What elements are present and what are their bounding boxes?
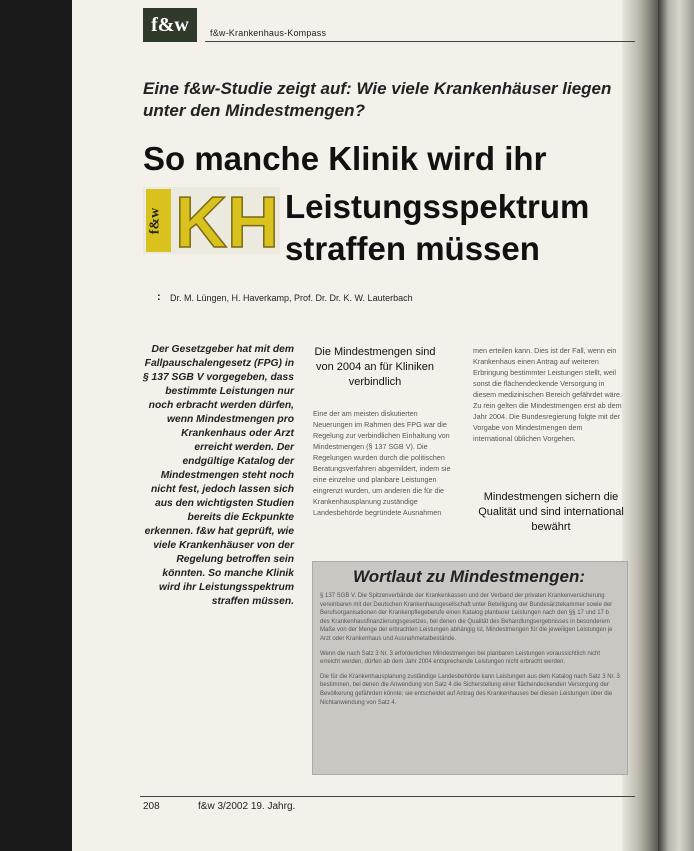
page-number: 208: [143, 801, 160, 812]
footer-rule: [140, 796, 635, 797]
article-intro: Der Gesetzgeber hat mit dem Fallpauschalengesetz (FPG) in § 137 SGB V vorgegeben, dass bestimmte Leistungen nur noch erbracht werden dürfen, wenn Mindestmengen pro Krankenhaus oder Arzt erreicht werden. Der endgültige Katalog der Mindestmengen steht noch nicht fest, jedoch lassen sich aus den wichtigsten Studien bereits die Eckpunkte erkennen. f&w hat geprüft, wie viele Krankenhäuser von der Regelung betroffen sein könnten. So manche Klinik wird ihr Leistungsspektrum straffen müssen.: [142, 344, 294, 607]
column-3-subheading: Mindestmengen sichern die Qualität und sind international bewährt: [478, 491, 624, 533]
legal-box-title: Wortlaut zu Mindestmengen:: [352, 567, 585, 586]
legal-paragraph-1: § 137 SGB V. Die Spitzenverbände der Krankenkassen und der Verband der privaten Krankenversicherung vereinbaren mit der Deutschen Krankenhausgesellschaft unter Beteiligung der Bundesärztekammer sowie der Berufsorganisationen der Krankenpflegeberufe einen Katalog planbarer Leistungen nach den §§ 17 und 17 b des Krankenhausfinanzierungsgesetzes, bei denen die Qualität des Behandlungsergebnisses in besonderem Maße von der Menge der erbrachten Leistungen abhängig ist, Mindestmengen für die jeweiligen Leistungen je Arzt oder Krankenhaus und Ausnahmetatbestände.: [320, 593, 613, 642]
article-authors: Dr. M. Lüngen, H. Haverkamp, Prof. Dr. Dr. K. W. Lauterbach: [170, 293, 413, 303]
legal-paragraph-2: Wenn die nach Satz 3 Nr. 3 erforderlichen Mindestmengen bei planbaren Leistungen voraussichtlich nicht erreicht werden, dürfen ab dem Jahr 2004 entsprechende Leistungen nicht erbracht werden.: [320, 650, 601, 666]
headline-line-3: straffen müssen: [285, 230, 540, 267]
issue-info: f&w 3/2002 19. Jahrg.: [198, 801, 296, 812]
column-3-body: men erteilen kann. Dies ist der Fall, wenn ein Krankenhaus einen Antrag auf weiteren Erbringung bestimmter Leistungen stellt, weil sonst die flächendeckende Versorgung in diesem medizinischen Bereich gefährdet wäre. Zu rein gelten die Mindestmengen erst ab dem Jahr 2004. Die Bundesregierung folgte mit der Vorgabe von Mindestmengen dem international üblichen Vorgehen.: [473, 346, 623, 443]
legal-paragraph-3: Die für die Krankenhausplanung zuständige Landesbehörde kann Leistungen aus dem Katalog nach Satz 3 Nr. 3 bestimmen, bei denen die Anwendung von Satz 4 die Sicherstellung einer flächendeckenden Versorgung der Bevölkerung gefährden könnte; sie entscheidet auf Antrag des Krankenhauses bei diesen Leistungen über die Nichtanwendung von Satz 4.: [320, 673, 620, 706]
header-rule: [205, 41, 635, 42]
legal-box-body: [320, 592, 620, 713]
column-2-subheading: Die Mindestmengen sind von 2004 an für Kliniken verbindlich: [314, 346, 436, 388]
headline-lines-2-3: [285, 186, 645, 270]
badge-kh-letters: KH: [175, 187, 279, 254]
fw-kh-badge-icon: [143, 187, 280, 254]
column-2-body: Eine der am meisten diskutierten Neuerungen im Rahmen des FPG war die Regelung zur verbindlichen Einhaltung von Mindestmengen (§ 137 SGB V). Die Regelungen wurden durch die politischen Beratungsverfahren abgemildert, indem sie eine einzelne und planbare Leistungen eingrenzt wurden, um anderen die für die Krankenhausplanung zuständige Landesbehörde begründete Ausnahmen: [313, 409, 451, 517]
headline-line-2: Leistungsspektrum: [285, 188, 590, 225]
fw-logo: f&w: [143, 8, 197, 42]
headline-line-1: So manche Klinik wird ihr: [143, 140, 547, 177]
badge-small-text: f&w: [147, 207, 163, 235]
authors-bullet-icon: :: [157, 291, 161, 303]
section-header: f&w-Krankenhaus-Kompass: [210, 28, 327, 38]
article-kicker: Eine f&w-Studie zeigt auf: Wie viele Krankenhäuser liegen unter den Mindestmengen?: [143, 79, 612, 120]
book-edge: [658, 0, 694, 851]
